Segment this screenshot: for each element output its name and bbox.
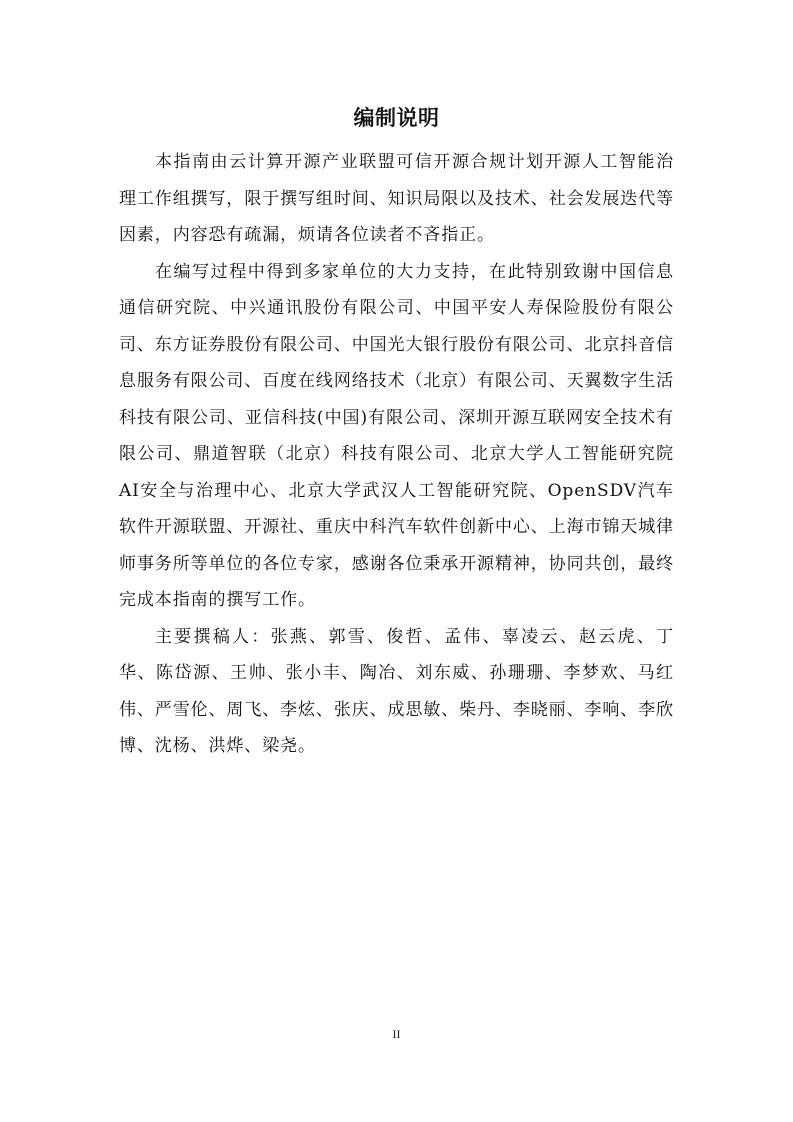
paragraph-intro: 本指南由云计算开源产业联盟可信开源合规计划开源人工智能治理工作组撰写，限于撰写组时间、知识局限以及技术、社会发展迭代等因素，内容恐有疏漏，烦请各位读者不吝指正。 — [119, 152, 674, 245]
page-number: II — [392, 1027, 401, 1041]
paragraph-acknowledgements: 在编写过程中得到多家单位的大力支持，在此特别致谢中国信息通信研究院、中兴通讯股份有限公司、中国平安人寿保险股份有限公司、东方证券股份有限公司、中国光大银行股份有限公司、北京抖音信息服务有限公司、百度在线网络技术（北京）有限公司、天翼数字生活科技有限公司、亚信科技(中国)有限公司、深圳开源互联网安全技术有限公司、鼎道智联（北京）科技有限公司、北京大学人工智能研究院AI安全与治理中心、北京大学武汉人工智能研究院、OpenSDV汽车软件开源联盟、开源社、重庆中科汽车软件创新中心、上海市锦天城律师事务所等单位的各位专家，感谢各位秉承开源精神，协同共创，最终完成本指南的撰写工作。 — [119, 261, 674, 610]
page-title: 编制说明 — [353, 106, 440, 130]
document-body — [119, 144, 674, 765]
paragraph-authors: 主要撰稿人：张燕、郭雪、俊哲、孟伟、辜凌云、赵云虎、丁华、陈岱源、王帅、张小丰、陶冶、刘东威、孙珊珊、李梦欢、马红伟、严雪伦、周飞、李炫、张庆、成思敏、柴丹、李晓丽、李响、李欣博、沈杨、洪烨、梁尧。 — [119, 626, 674, 756]
